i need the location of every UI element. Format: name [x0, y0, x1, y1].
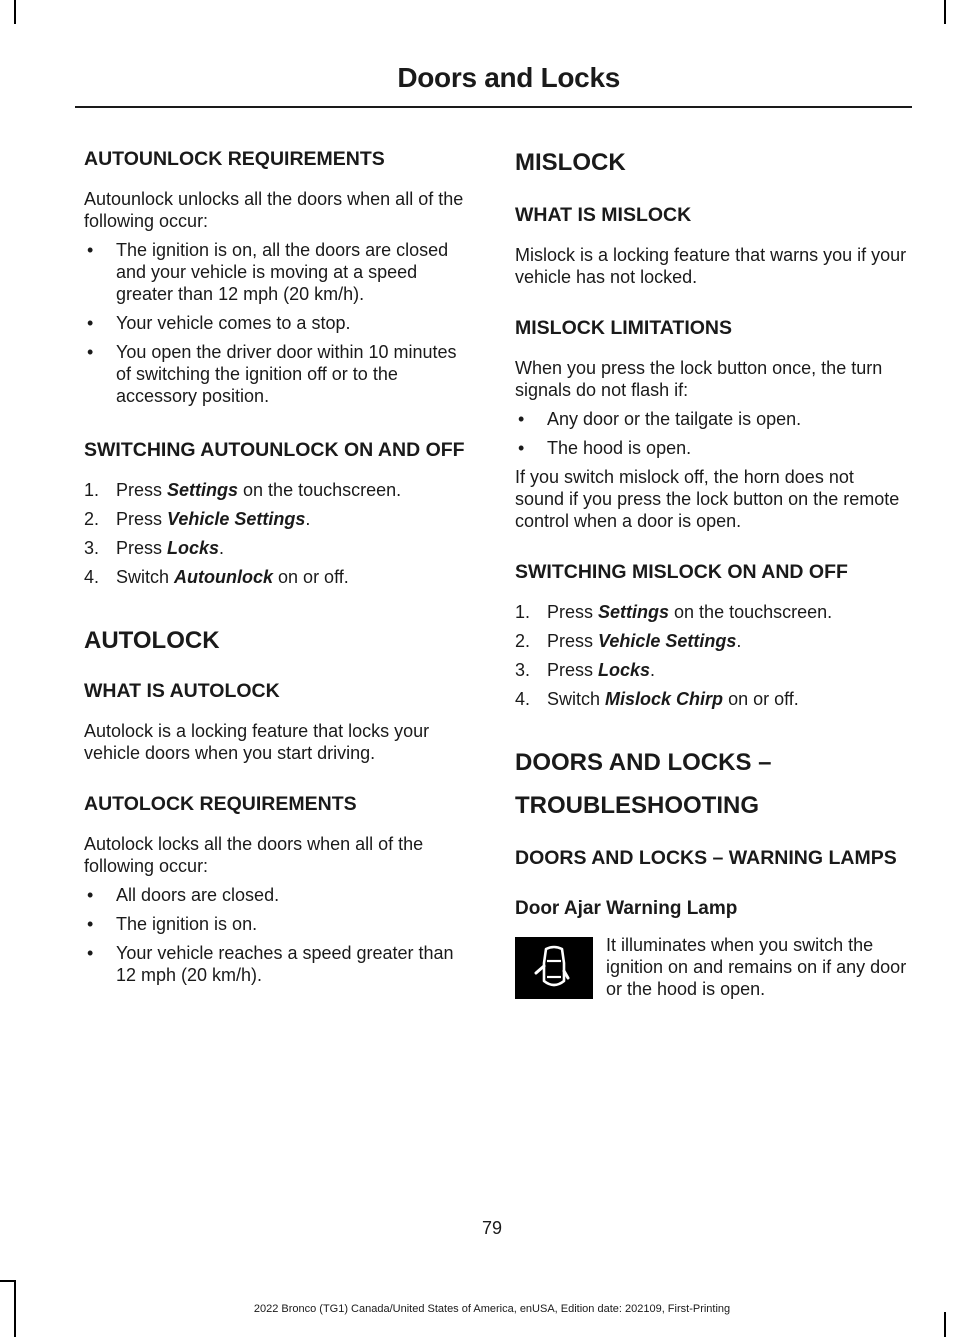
- autounlock-requirements-list: [84, 239, 476, 407]
- mislock-heading: MISLOCK: [515, 149, 626, 176]
- warning-lamps-heading: DOORS AND LOCKS – WARNING LAMPS: [515, 847, 897, 869]
- list-item: [84, 508, 476, 530]
- step-text: on the touchscreen.: [238, 480, 402, 500]
- step-text: on the touchscreen.: [669, 602, 833, 622]
- what-is-mislock-text: Mislock is a locking feature that warns you if your vehicle has not locked.: [515, 245, 907, 287]
- right-column: [515, 148, 907, 1000]
- header-divider: [75, 106, 912, 108]
- list-item: [515, 659, 907, 681]
- step-text: on or off.: [273, 567, 349, 587]
- autolock-requirements-list: [84, 884, 476, 986]
- step-number: 2.: [84, 509, 100, 529]
- step-number: 1.: [84, 480, 100, 500]
- page-number: 79: [481, 1218, 503, 1238]
- step-emphasis: Vehicle Settings: [598, 631, 737, 651]
- step-text: Press: [547, 602, 599, 622]
- autolock-requirements-heading: AUTOLOCK REQUIREMENTS: [84, 793, 357, 815]
- step-emphasis: Locks: [598, 660, 651, 680]
- door-ajar-text: It illuminates when you switch the ignition on and remains on if any door or the hood is open.: [606, 935, 907, 999]
- step-text: Press: [547, 631, 599, 651]
- switching-autounlock-heading: SWITCHING AUTOUNLOCK ON AND OFF: [84, 439, 465, 461]
- step-number: 3.: [515, 660, 531, 680]
- door-ajar-heading: Door Ajar Warning Lamp: [515, 898, 738, 919]
- crop-mark: [14, 0, 16, 24]
- list-item: [84, 537, 476, 559]
- what-is-autolock-heading: WHAT IS AUTOLOCK: [84, 680, 280, 702]
- crop-mark: [944, 1312, 946, 1337]
- step-text: Press: [116, 509, 168, 529]
- step-text: .: [736, 631, 742, 651]
- troubleshooting-heading-line1: DOORS AND LOCKS –: [515, 749, 772, 776]
- edition-line: 2022 Bronco (TG1) Canada/United States of America, enUSA, Edition date: 202109, First-Printing: [253, 1303, 731, 1315]
- step-emphasis: Mislock Chirp: [605, 689, 724, 709]
- crop-mark: [0, 1280, 16, 1282]
- step-text: .: [650, 660, 656, 680]
- mislock-limitations-note: If you switch mislock off, the horn does not sound if you press the lock button on the remote control when a door is open.: [515, 467, 900, 531]
- list-item: • You open the driver door within 10 minutes of switching the ignition off or to the accessory position.: [84, 341, 476, 407]
- step-number: 3.: [84, 538, 100, 558]
- step-text: Press: [116, 480, 168, 500]
- autolock-requirements-intro: Autolock locks all the doors when all of the following occur:: [84, 834, 424, 876]
- list-item: • Your vehicle reaches a speed greater than 12 mph (20 km/h).: [84, 942, 476, 986]
- mislock-limitations-list: [515, 408, 907, 459]
- autounlock-requirements-heading: AUTOUNLOCK REQUIREMENTS: [84, 148, 385, 170]
- door-ajar-warning-icon: [515, 937, 593, 999]
- step-text: .: [219, 538, 225, 558]
- step-text: .: [305, 509, 311, 529]
- autounlock-requirements-intro: Autounlock unlocks all the doors when all of the following occur:: [84, 189, 464, 231]
- what-is-mislock-heading: WHAT IS MISLOCK: [515, 204, 692, 226]
- door-ajar-icon-graphic: [515, 937, 593, 999]
- step-emphasis: Locks: [167, 538, 220, 558]
- step-text: Press: [547, 660, 599, 680]
- what-is-autolock-text: Autolock is a locking feature that locks your vehicle doors when you start driving.: [84, 721, 430, 763]
- list-item: • The ignition is on.: [84, 913, 476, 935]
- mislock-limitations-intro: When you press the lock button once, the turn signals do not flash if:: [515, 358, 883, 400]
- list-item: [84, 566, 476, 588]
- step-emphasis: Autounlock: [174, 567, 274, 587]
- list-item: [515, 601, 907, 623]
- switching-mislock-steps: [515, 601, 907, 710]
- list-item: • Your vehicle comes to a stop.: [84, 312, 476, 334]
- switching-mislock-heading: SWITCHING MISLOCK ON AND OFF: [515, 561, 848, 583]
- step-emphasis: Settings: [598, 602, 670, 622]
- list-item: • The hood is open.: [515, 437, 907, 459]
- step-number: 4.: [84, 567, 100, 587]
- step-number: 1.: [515, 602, 531, 622]
- step-emphasis: Vehicle Settings: [167, 509, 306, 529]
- step-emphasis: Settings: [167, 480, 239, 500]
- list-item: • Any door or the tailgate is open.: [515, 408, 907, 430]
- page-header-title: Doors and Locks: [397, 62, 620, 93]
- door-ajar-lamp-row: [515, 934, 907, 1000]
- crop-mark: [944, 0, 946, 24]
- step-text: Switch: [547, 689, 606, 709]
- step-text: Switch: [116, 567, 175, 587]
- list-item: [84, 479, 476, 501]
- step-text: Press: [116, 538, 168, 558]
- step-number: 2.: [515, 631, 531, 651]
- list-item: • All doors are closed.: [84, 884, 476, 906]
- left-column: [84, 148, 476, 986]
- list-item: • The ignition is on, all the doors are closed and your vehicle is moving at a speed greater than 12 mph (20 km/h).: [84, 239, 476, 305]
- autolock-heading: AUTOLOCK: [84, 627, 220, 654]
- switching-autounlock-steps: [84, 479, 476, 588]
- step-number: 4.: [515, 689, 531, 709]
- step-text: on or off.: [723, 689, 799, 709]
- troubleshooting-heading-line2: TROUBLESHOOTING: [515, 792, 759, 819]
- mislock-limitations-heading: MISLOCK LIMITATIONS: [515, 317, 733, 339]
- list-item: [515, 630, 907, 652]
- list-item: [515, 688, 907, 710]
